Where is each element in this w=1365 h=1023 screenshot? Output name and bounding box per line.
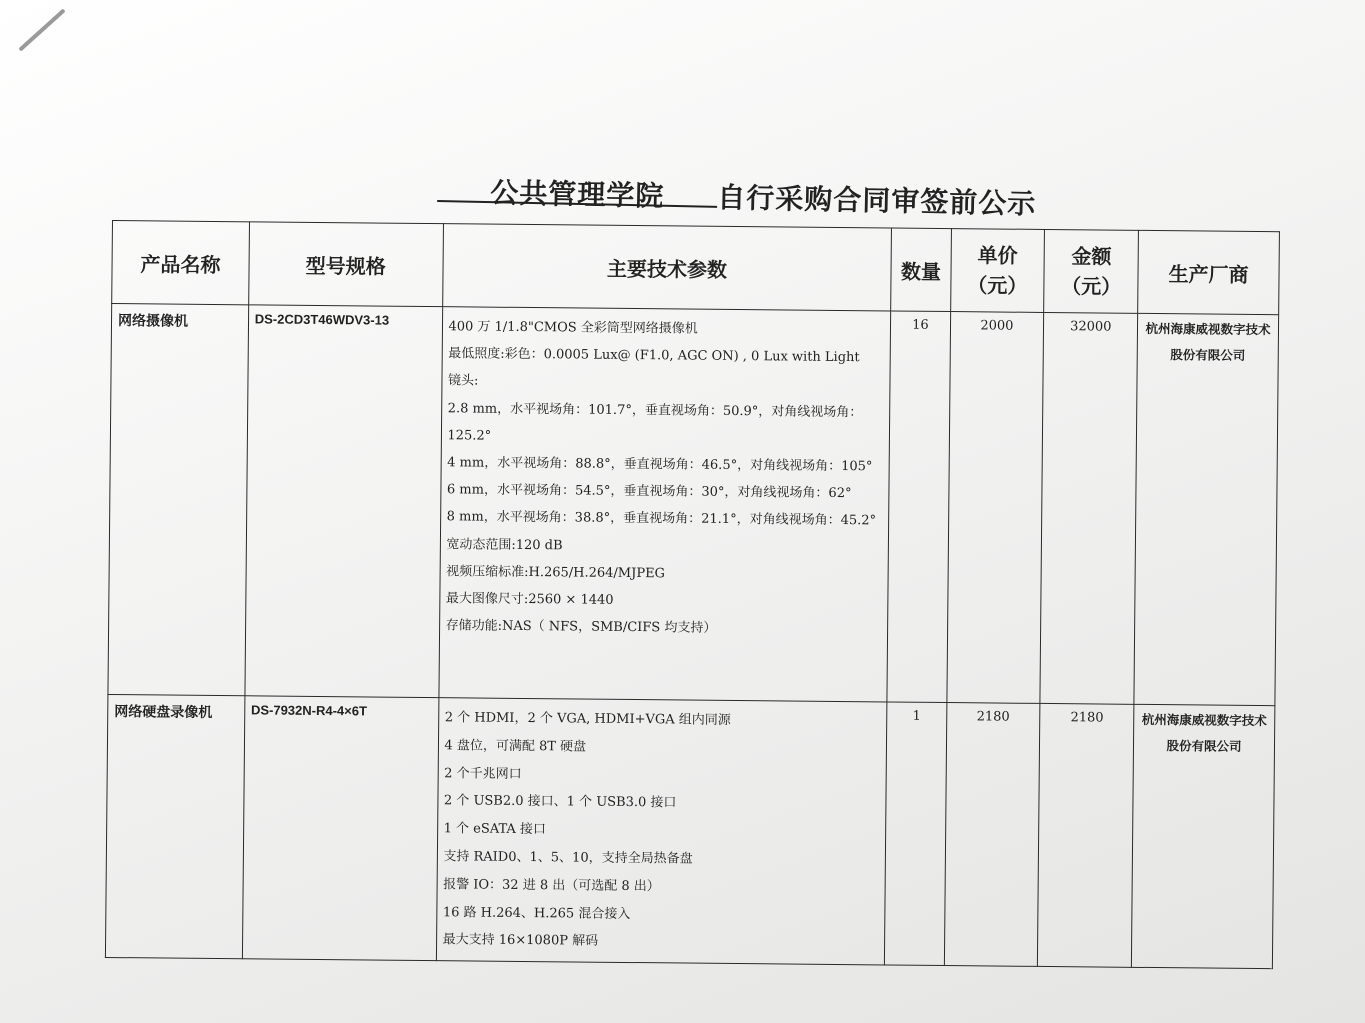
spec-line: 4 mm，水平视场角：88.8°，垂直视场角：46.5°，对角线视场角：105° (447, 455, 873, 475)
row1-model: DS-2CD3T46WDV3-13 (245, 305, 443, 698)
row1-manufacturer-line2: 股份有限公司 (1170, 347, 1246, 363)
spec-line: 最大支持 16×1080P 解码 (442, 932, 599, 950)
spec-line: 2 个 HDMI，2 个 VGA, HDMI+VGA 组内同源 (444, 710, 731, 728)
spec-line: 最大图像尺寸:2560 × 1440 (445, 591, 614, 608)
spec-line: 1 个 eSATA 接口 (443, 821, 547, 838)
spec-line: 支持 RAID0、1、5、10，支持全局热备盘 (443, 849, 693, 867)
row2-spec-list (442, 704, 880, 958)
spec-line: 报警 IO：32 进 8 出（可选配 8 出） (443, 876, 660, 895)
table-row (105, 694, 1274, 968)
header-name: 产品名称 (112, 221, 249, 305)
spec-line: 2 个 USB2.0 接口、1 个 USB3.0 接口 (443, 793, 677, 811)
row1-amount: 32000 (1040, 312, 1138, 704)
spec-line: 存储功能:NAS（ NFS，SMB/CIFS 均支持） (445, 618, 717, 637)
row1-manufacturer-line1: 杭州海康威视数字技术 (1145, 320, 1271, 338)
spec-line: 125.2° (447, 428, 492, 444)
header-unit-price-currency: （元） (967, 273, 1028, 298)
row2-name: 网络硬盘录像机 (105, 694, 244, 958)
spec-line: 镜头: (447, 373, 479, 389)
row1-name: 网络摄像机 (108, 304, 248, 696)
header-qty: 数量 (891, 228, 951, 312)
staple (18, 8, 65, 51)
row2-manufacturer-line1: 杭州海康威视数字技术 (1141, 711, 1267, 729)
spec-line: 2 个千兆网口 (444, 765, 522, 782)
title-text: 自行采购合同审签前公示 (716, 180, 1037, 221)
row1-spec-list (445, 313, 884, 644)
procurement-table (105, 220, 1280, 969)
row2-specs (436, 698, 887, 965)
row2-qty: 1 (885, 702, 947, 966)
header-model: 型号规格 (248, 222, 443, 307)
row2-unit-price: 2180 (944, 703, 1040, 967)
row2-model: DS-7932N-R4-4×6T (242, 696, 438, 961)
spec-line: 视频压缩标准:H.265/H.264/MJPEG (446, 564, 666, 582)
row1-qty: 16 (887, 311, 950, 703)
header-unit-price (950, 229, 1045, 313)
spec-line: 最低照度:彩色：0.0005 Lux@ (F1.0, AGC ON) , 0 Lux with Light (448, 346, 860, 366)
row1-specs (438, 307, 891, 702)
table-row (108, 304, 1279, 706)
spec-line: 4 盘位，可满配 8T 硬盘 (444, 738, 587, 755)
spec-line: 宽动态范围:120 dB (446, 536, 563, 553)
row2-amount: 2180 (1038, 703, 1134, 967)
header-amount (1044, 229, 1139, 313)
spec-line: 400 万 1/1.8"CMOS 全彩筒型网络摄像机 (448, 319, 698, 337)
row1-manufacturer (1134, 313, 1279, 705)
title-unit: 公共管理学院 (437, 170, 718, 208)
row2-manufacturer-line2: 股份有限公司 (1166, 738, 1242, 754)
spec-line: 6 mm，水平视场角：54.5°，垂直视场角：30°，对角线视场角：62° (446, 482, 852, 502)
header-manufacturer: 生产厂商 (1138, 230, 1280, 314)
row1-unit-price: 2000 (946, 312, 1044, 704)
table-header-row (112, 221, 1280, 315)
procurement-table-wrapper (105, 220, 1280, 969)
row2-manufacturer (1132, 704, 1275, 969)
header-amount-label: 金额 (1071, 244, 1112, 269)
header-specs: 主要技术参数 (442, 224, 892, 311)
spec-line: 8 mm，水平视场角：38.8°，垂直视场角：21.1°，对角线视场角：45.2° (446, 509, 877, 529)
spec-line: 16 路 H.264、H.265 混合接入 (442, 904, 631, 922)
document-title (437, 162, 1038, 225)
header-unit-price-label: 单价 (977, 243, 1018, 268)
spec-line: 2.8 mm，水平视场角：101.7°，垂直视场角：50.9°，对角线视场角： (447, 400, 863, 420)
header-amount-currency: （元） (1061, 274, 1122, 299)
